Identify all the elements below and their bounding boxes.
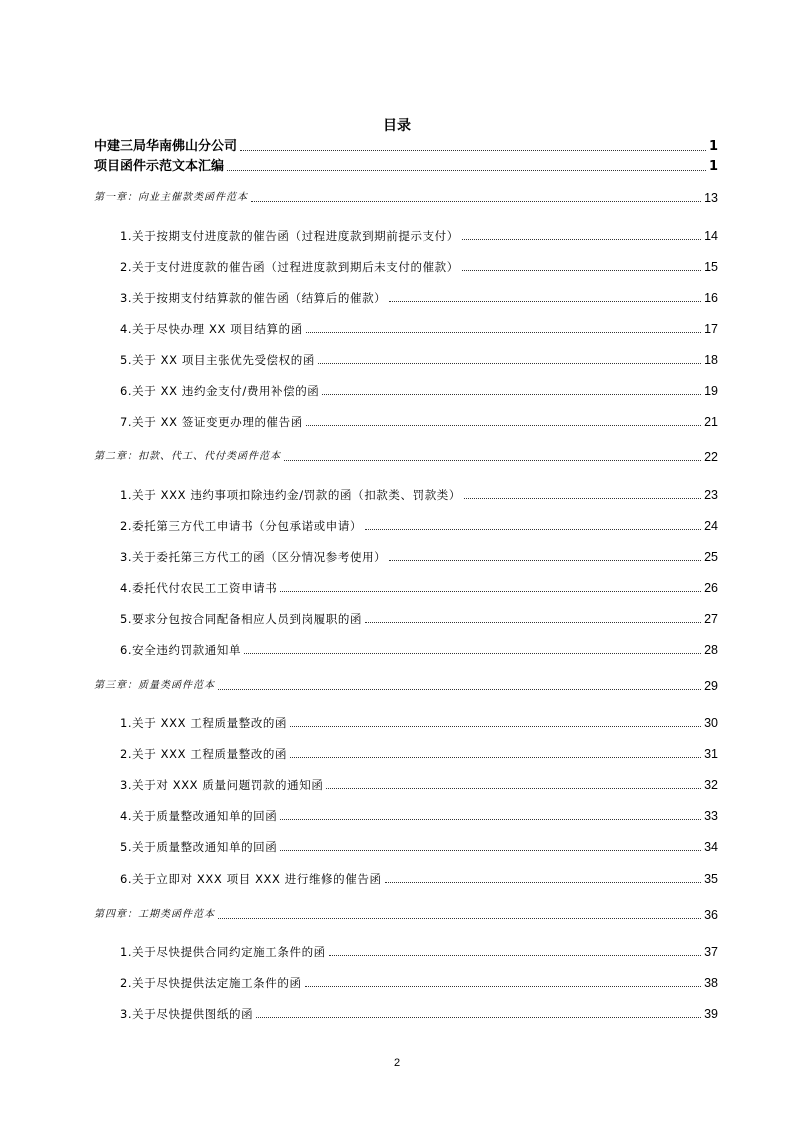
dot-leader <box>306 425 701 426</box>
toc-entry[interactable] <box>120 942 718 960</box>
dot-leader <box>244 653 701 654</box>
dot-leader <box>365 622 701 623</box>
toc-entry-page: 33 <box>704 809 718 823</box>
dot-leader <box>385 882 702 883</box>
toc-entry-page: 23 <box>704 488 718 502</box>
toc-entry-label: 2.关于尽快提供法定施工条件的函 <box>120 976 302 990</box>
toc-entry-label: 3.关于按期支付结算款的催告函（结算后的催款） <box>120 291 387 305</box>
toc-entry[interactable] <box>120 350 718 368</box>
toc-chapter-1[interactable] <box>94 188 718 206</box>
toc-entry[interactable] <box>120 516 718 534</box>
toc-entry-page: 30 <box>704 716 718 730</box>
toc-chapter-label: 第四章：工期类函件范本 <box>94 909 215 920</box>
toc-chapter-label: 第一章：向业主催款类函件范本 <box>94 192 248 203</box>
toc-entry-label: 4.关于质量整改通知单的回函 <box>120 809 278 823</box>
toc-entry[interactable] <box>120 609 718 627</box>
toc-entry-page: 1 <box>708 139 718 154</box>
dot-leader <box>389 560 701 561</box>
dot-leader <box>306 332 701 333</box>
toc-entry-label: 2.关于 XXX 工程质量整改的函 <box>120 747 288 761</box>
toc-entry-page: 39 <box>704 1007 718 1021</box>
dot-leader <box>462 239 701 240</box>
toc-entry[interactable] <box>120 869 718 887</box>
dot-leader <box>251 201 701 202</box>
toc-entry-label: 2.关于支付进度款的催告函（过程进度款到期后未支付的催款） <box>120 260 459 274</box>
toc-entry[interactable] <box>120 640 718 658</box>
toc-entry-page: 36 <box>704 908 718 922</box>
toc-entry-label: 5.要求分包按合同配备相应人员到岗履职的函 <box>120 612 363 626</box>
toc-chapter-3[interactable] <box>94 676 718 694</box>
dot-leader <box>280 591 701 592</box>
toc-entry-page: 24 <box>704 519 718 533</box>
toc-entry-label: 项目函件示范文本汇编 <box>94 159 225 174</box>
dot-leader <box>218 689 701 690</box>
dot-leader <box>322 394 701 395</box>
toc-entry-label: 1.关于 XXX 工程质量整改的函 <box>120 716 288 730</box>
toc-entry-page: 27 <box>704 612 718 626</box>
toc-entry-page: 15 <box>704 260 718 274</box>
toc-chapter-label: 第三章：质量类函件范本 <box>94 680 215 691</box>
dot-leader <box>284 460 701 461</box>
toc-entry[interactable] <box>120 547 718 565</box>
toc-entry-page: 13 <box>704 191 718 205</box>
toc-entry-label: 1.关于按期支付进度款的催告函（过程进度款到期前提示支付） <box>120 229 459 243</box>
toc-entry-label: 4.委托代付农民工工资申请书 <box>120 581 278 595</box>
page-number: 2 <box>393 1057 401 1069</box>
toc-entry[interactable] <box>120 288 718 306</box>
toc-entry-page: 38 <box>704 976 718 990</box>
toc-entry-page: 31 <box>704 747 718 761</box>
toc-entry-label: 4.关于尽快办理 XX 项目结算的函 <box>120 322 303 336</box>
toc-entry-label: 1.关于 XXX 违约事项扣除违约金/罚款的函（扣款类、罚款类） <box>120 488 461 502</box>
toc-entry-label: 6.安全违约罚款通知单 <box>120 643 242 657</box>
dot-leader <box>290 757 701 758</box>
toc-entry[interactable] <box>120 1004 718 1022</box>
toc-entry-label: 2.委托第三方代工申请书（分包承诺或申请） <box>120 519 363 533</box>
toc-entry-page: 34 <box>704 840 718 854</box>
toc-entry[interactable] <box>120 226 718 244</box>
toc-entry-page: 35 <box>704 872 718 886</box>
toc-entry[interactable] <box>120 319 718 337</box>
toc-entry-page: 21 <box>704 415 718 429</box>
toc-entry-page: 17 <box>704 322 718 336</box>
toc-entry-company[interactable] <box>94 137 718 155</box>
dot-leader <box>227 170 706 171</box>
dot-leader <box>464 498 701 499</box>
toc-entry-page: 29 <box>704 679 718 693</box>
toc-entry[interactable] <box>120 744 718 762</box>
toc-entry-label: 6.关于 XX 违约金支付/费用补偿的函 <box>120 384 320 398</box>
toc-entry[interactable] <box>120 485 718 503</box>
toc-entry-compilation[interactable] <box>94 157 718 175</box>
toc-entry[interactable] <box>120 973 718 991</box>
toc-entry-page: 1 <box>708 159 718 174</box>
dot-leader <box>318 363 701 364</box>
toc-entry-label: 3.关于对 XXX 质量问题罚款的通知函 <box>120 778 324 792</box>
toc-entry-page: 14 <box>704 229 718 243</box>
dot-leader <box>280 819 701 820</box>
toc-entry-label: 5.关于 XX 项目主张优先受偿权的函 <box>120 353 315 367</box>
toc-entry-page: 19 <box>704 384 718 398</box>
toc-entry-page: 22 <box>704 450 718 464</box>
dot-leader <box>290 726 701 727</box>
toc-entry[interactable] <box>120 713 718 731</box>
toc-title: 目录 <box>383 118 411 134</box>
toc-entry-label: 7.关于 XX 签证变更办理的催告函 <box>120 415 303 429</box>
toc-entry-page: 18 <box>704 353 718 367</box>
dot-leader <box>305 986 702 987</box>
dot-leader <box>280 850 701 851</box>
toc-entry-label: 3.关于尽快提供图纸的函 <box>120 1007 254 1021</box>
toc-chapter-4[interactable] <box>94 905 718 923</box>
toc-entry-page: 16 <box>704 291 718 305</box>
dot-leader <box>326 788 701 789</box>
toc-chapter-2[interactable] <box>94 447 718 465</box>
dot-leader <box>218 918 701 919</box>
toc-entry[interactable] <box>120 837 718 855</box>
toc-entry-label: 3.关于委托第三方代工的函（区分情况参考使用） <box>120 550 387 564</box>
toc-entry-page: 32 <box>704 778 718 792</box>
toc-entry-label: 1.关于尽快提供合同约定施工条件的函 <box>120 945 326 959</box>
dot-leader <box>462 270 701 271</box>
toc-entry[interactable] <box>120 257 718 275</box>
toc-entry[interactable] <box>120 412 718 430</box>
toc-entry[interactable] <box>120 578 718 596</box>
toc-entry[interactable] <box>120 775 718 793</box>
toc-entry[interactable] <box>120 381 718 399</box>
toc-entry-label: 中建三局华南佛山分公司 <box>94 139 238 154</box>
dot-leader <box>256 1017 701 1018</box>
dot-leader <box>365 529 701 530</box>
toc-entry-page: 26 <box>704 581 718 595</box>
toc-entry[interactable] <box>120 806 718 824</box>
toc-entry-page: 25 <box>704 550 718 564</box>
toc-chapter-label: 第二章：扣款、代工、代付类函件范本 <box>94 451 281 462</box>
toc-entry-label: 5.关于质量整改通知单的回函 <box>120 840 278 854</box>
dot-leader <box>389 301 701 302</box>
toc-entry-page: 28 <box>704 643 718 657</box>
toc-entry-label: 6.关于立即对 XXX 项目 XXX 进行维修的催告函 <box>120 872 382 886</box>
dot-leader <box>240 150 706 151</box>
dot-leader <box>329 955 701 956</box>
toc-entry-page: 37 <box>704 945 718 959</box>
